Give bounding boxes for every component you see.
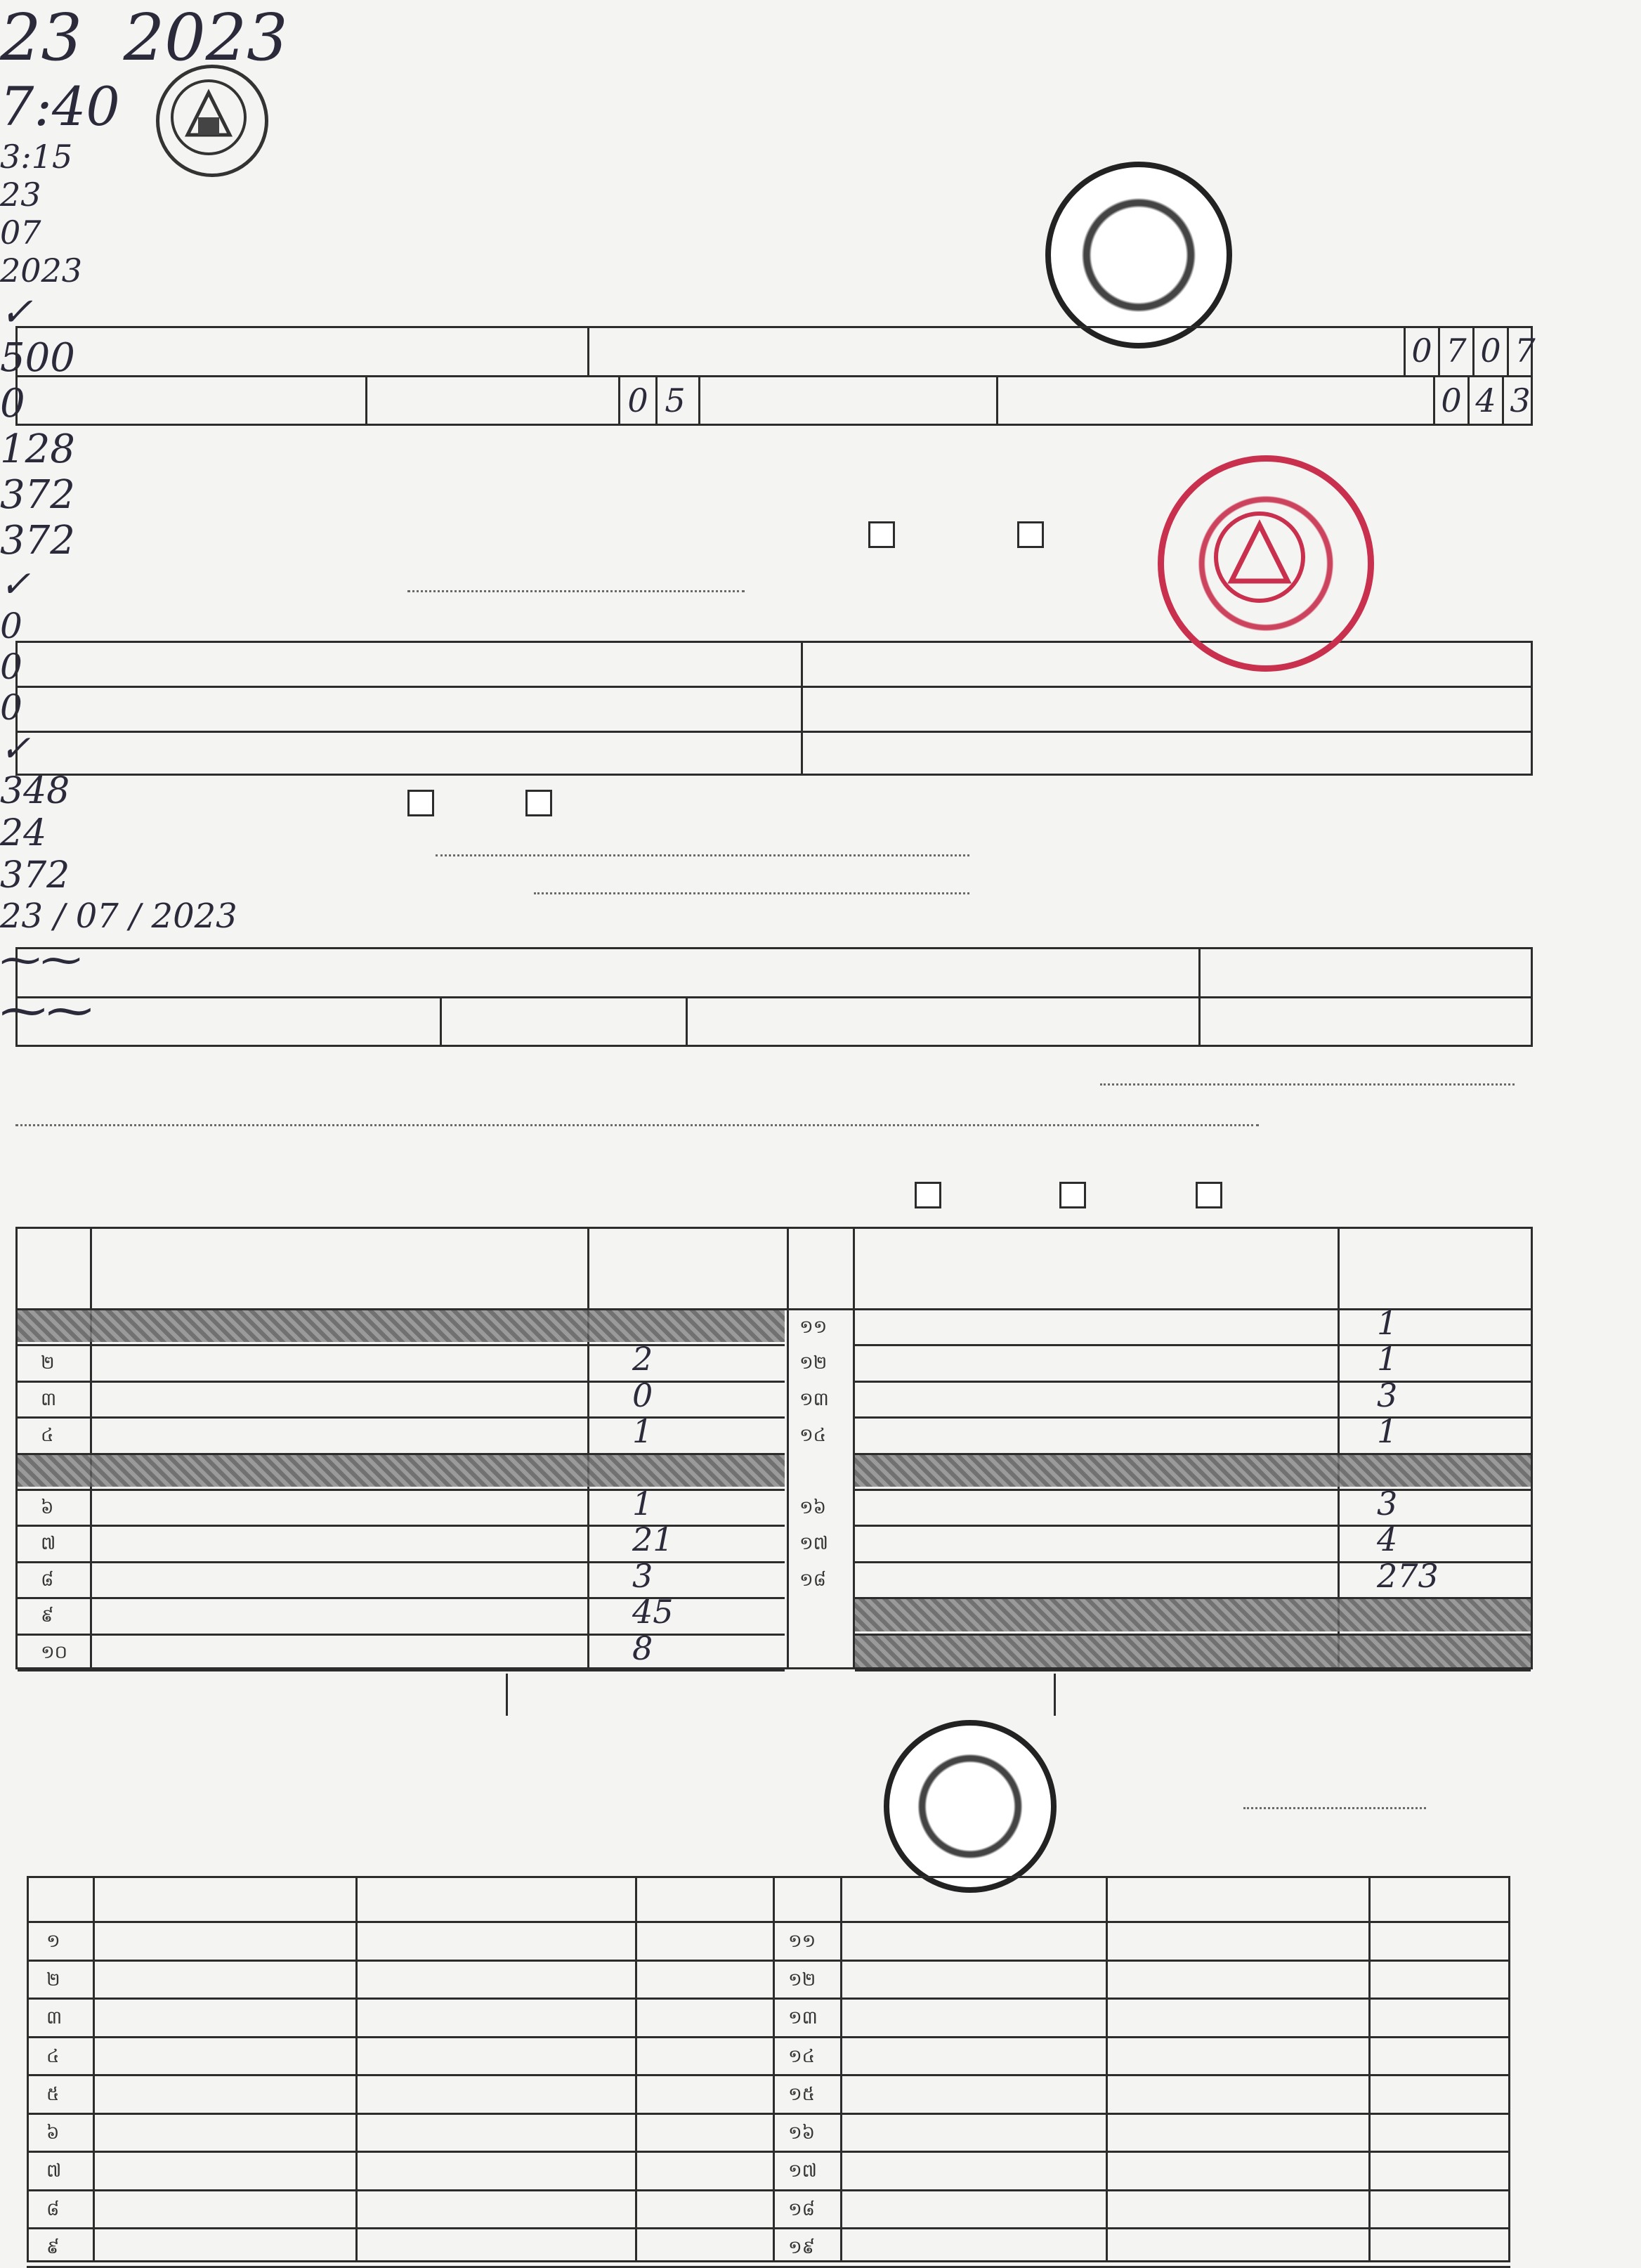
chair-signature: ⁓⁓ — [0, 936, 81, 984]
s1-row2-commune-code: 0 4 3 — [1433, 375, 1536, 426]
vote-count: 4 — [1377, 1520, 1398, 1559]
red-official-stamp — [1158, 455, 1374, 672]
vote-count: 1 — [1377, 1304, 1398, 1342]
row-number: ៤ — [41, 1425, 54, 1447]
row-number-left: ៣ — [46, 2007, 63, 2028]
s2-item-received: 500 — [0, 335, 75, 381]
row-number: ១៤ — [799, 1425, 827, 1447]
row-number-right: ១៥ — [788, 2084, 816, 2105]
s1-row1-code: 0 7 0 7 — [1404, 326, 1541, 375]
row-number-right: ១៣ — [788, 2007, 818, 2028]
vote-count: 45 — [632, 1593, 674, 1631]
s2-intro-month: 07 — [0, 214, 41, 252]
s2-item-in-box: 372 — [0, 518, 75, 563]
s4-sheets-1-checkbox[interactable] — [915, 1182, 941, 1208]
s2-discrepancy-no-checkbox[interactable] — [525, 790, 552, 816]
row-number: ១៨ — [799, 1569, 827, 1591]
row-number-right: ១៤ — [788, 2045, 816, 2067]
vote-count: 1 — [1377, 1412, 1398, 1451]
secretary-signature: ⁓⁓ — [0, 984, 93, 1038]
row-number-right: ១៨ — [788, 2198, 816, 2220]
row-number-left: ៥ — [46, 2084, 60, 2105]
s3-row2-value-a: 0 — [0, 646, 22, 687]
vote-count: 21 — [632, 1520, 674, 1559]
vote-count: 3 — [1377, 1485, 1398, 1523]
header — [0, 0, 1641, 138]
s1-row2-province-code: 0 5 — [618, 375, 693, 426]
s4-col-party-right — [927, 1242, 1264, 1263]
shaded-row-fill — [18, 1455, 785, 1487]
shaded-row-fill — [18, 1310, 785, 1342]
s4-total-invalid-value: 24 — [0, 812, 47, 854]
row-number: ៧ — [41, 1533, 56, 1555]
s2-discrepancy-check-mark: ✓ — [0, 563, 31, 606]
emblem-icon — [159, 68, 258, 167]
row-number-left: ៨ — [46, 2198, 60, 2220]
shaded-row-fill — [855, 1455, 1531, 1487]
vote-count: 0 — [632, 1376, 653, 1414]
row-number: ២ — [41, 1353, 55, 1374]
s4-col-party-left — [170, 1242, 507, 1263]
s2-intro-day: 23 — [0, 176, 41, 214]
commune-black-stamp — [1045, 162, 1232, 348]
s2-no-checkbox[interactable] — [1017, 521, 1044, 548]
row-number: ៦ — [41, 1497, 54, 1518]
row-number-left: ៤ — [46, 2045, 60, 2067]
row-number: ៣ — [41, 1388, 57, 1410]
handwritten-date-top: 23 2023 — [0, 0, 288, 75]
s2-yes-check-mark: ✓ — [0, 289, 33, 335]
s2-intro-time: 3:15 — [0, 138, 73, 176]
s4-sheets-2-checkbox[interactable] — [1059, 1182, 1086, 1208]
vote-count: 273 — [1377, 1556, 1439, 1595]
vote-count: 2 — [632, 1340, 653, 1379]
s4-total-all-value: 372 — [0, 854, 70, 897]
s4-sheets-2-check-mark: ✓ — [0, 728, 31, 770]
handwritten-time: 7:40 — [0, 75, 120, 138]
row-number-left: ៧ — [46, 2161, 62, 2182]
row-number-right: ១៦ — [788, 2122, 816, 2144]
vote-count: 3 — [632, 1556, 653, 1595]
vote-count: 1 — [1377, 1340, 1398, 1379]
row-number: ៨ — [41, 1569, 54, 1591]
s3-row2-value-b: 0 — [0, 687, 22, 728]
row-number: ១២ — [799, 1353, 828, 1374]
row-number-left: ២ — [46, 1969, 60, 1990]
vote-count: 3 — [1377, 1376, 1398, 1414]
row-number: ១៧ — [799, 1533, 829, 1555]
s3-row1-value: 0 — [0, 606, 22, 646]
row-number: ១៣ — [799, 1388, 829, 1410]
row-number-right: ១៩ — [788, 2237, 816, 2258]
s4-sheets-3-checkbox[interactable] — [1196, 1182, 1222, 1208]
s2-discrepancy-yes-checkbox[interactable] — [407, 790, 434, 816]
vote-count: 1 — [632, 1485, 653, 1523]
row-number: ១០ — [41, 1641, 68, 1663]
row-number-right: ១២ — [788, 1969, 816, 1990]
shaded-row-fill — [855, 1599, 1531, 1631]
row-number: ១៦ — [799, 1497, 827, 1518]
shaded-row-fill — [855, 1636, 1531, 1667]
row-number: ៩ — [41, 1605, 54, 1627]
row-number: ១១ — [799, 1317, 828, 1338]
row-number-left: ៩ — [46, 2237, 60, 2258]
red-stamp-emblem-icon — [1164, 462, 1355, 653]
s2-yes-checkbox[interactable] — [868, 521, 895, 548]
s2-intro-year: 2023 — [0, 252, 83, 289]
row-number-left: ១ — [46, 1931, 60, 1952]
s2-item-unused: 128 — [0, 426, 75, 472]
s2-item-voters: 372 — [0, 472, 75, 518]
row-number-right: ១១ — [788, 1931, 816, 1952]
vote-count: 8 — [632, 1629, 653, 1667]
s2-item-damaged: 0 — [0, 381, 25, 426]
vote-count: 1 — [632, 1412, 653, 1451]
s4-total-valid-value: 348 — [0, 770, 70, 812]
row-number-right: ១៧ — [788, 2161, 818, 2182]
s5-witness-table — [27, 1876, 1510, 2262]
row-number-left: ៦ — [46, 2122, 60, 2144]
s4-date-value: 23 / 07 / 2023 — [0, 897, 237, 936]
commission-black-stamp-bottom — [884, 1720, 1057, 1893]
national-emblem-seal — [156, 65, 268, 177]
